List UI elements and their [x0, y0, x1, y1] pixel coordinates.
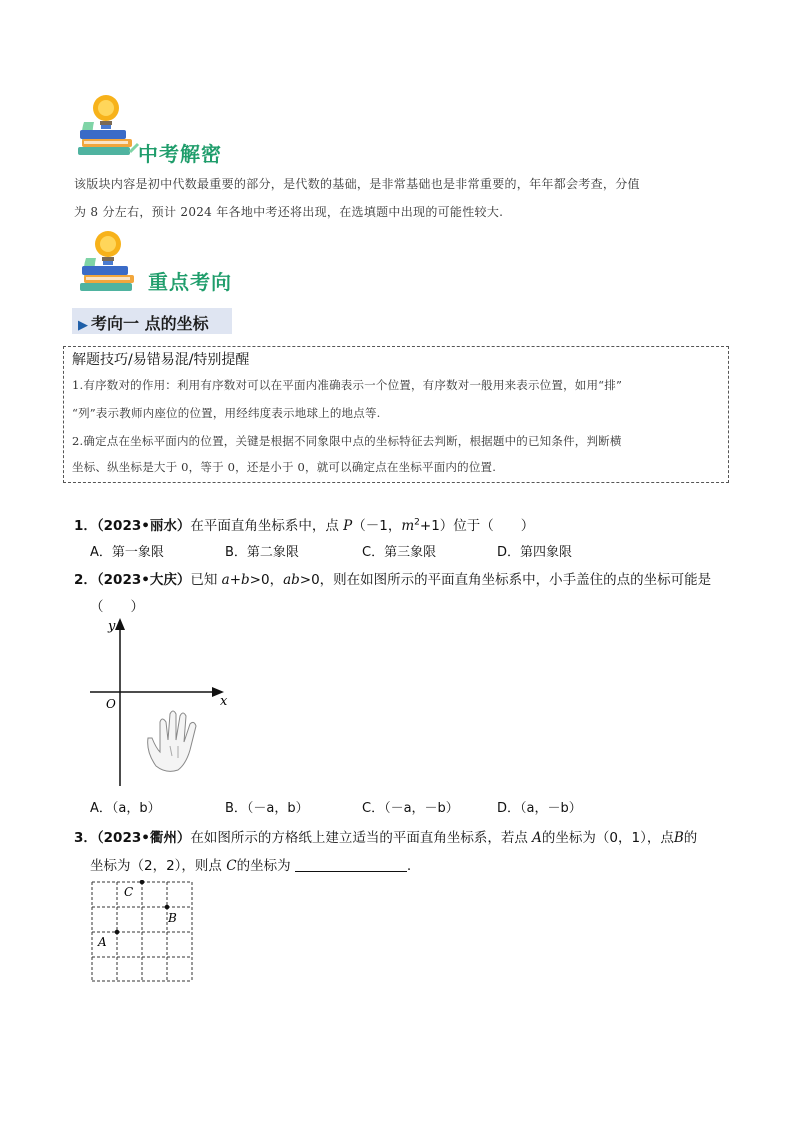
q2-option-a[interactable]: A．（a，b） — [90, 801, 161, 816]
q2-option-b[interactable]: B．（－a，b） — [225, 801, 309, 816]
q1-option-d[interactable]: D．第四象限 — [497, 545, 573, 560]
question-number: 2． — [74, 572, 97, 588]
point-c — [140, 880, 145, 884]
coordinate-plane-diagram — [86, 614, 246, 794]
tips-line-4: 坐标、纵坐标是大于 0，等于 0，还是小于 0，就可以确定点在坐标平面内的位置. — [72, 460, 497, 474]
q1-option-b[interactable]: B．第二象限 — [225, 545, 299, 560]
label-c: C — [124, 885, 134, 899]
hand-icon — [148, 711, 196, 771]
point-a — [115, 930, 120, 935]
question-source: （2023•大庆） — [96, 572, 191, 588]
intro-paragraph — [74, 170, 722, 226]
section-title-zhongkao-jiemi: 中考解密 — [138, 142, 222, 166]
tips-line-3: 2.确定点在坐标平面内的位置，关键是根据不同象限中点的坐标特征去判断，根据题中的已知条件，判断横 — [72, 434, 622, 448]
tips-title: 解题技巧/易错易混/特别提醒 — [72, 352, 250, 368]
q2-option-c[interactable]: C．（－a，－b） — [362, 801, 459, 816]
q1-option-c[interactable]: C．第三象限 — [362, 545, 437, 560]
question-number: 1． — [74, 518, 97, 534]
section-title-zhongdian-kaoxiang: 重点考向 — [148, 270, 232, 294]
dashed-grid-diagram — [90, 880, 194, 984]
x-axis-label: x — [220, 694, 228, 709]
question-3: 3．（2023•衢州）在如图所示的方格纸上建立适当的平面直角坐标系，若点 A的坐标为（0，1），点B的 — [74, 830, 698, 846]
bulb-books-icon — [76, 228, 142, 296]
question-2-paren: （ ） — [90, 599, 144, 615]
y-axis-label: y — [108, 619, 116, 634]
triangle-right-icon: ▶ — [78, 318, 88, 333]
tips-box — [63, 346, 729, 483]
tips-line-1: 1.有序数对的作用：利用有序数对可以在平面内准确表示一个位置，有序数对一般用来表示位置，如用“排” — [72, 378, 623, 392]
intro-line-2: 为 8 分左右，预计 2024 年各地中考还将出现，在选填题中出现的可能性较大. — [74, 205, 504, 219]
bulb-books-icon — [74, 92, 140, 160]
point-b — [165, 905, 170, 910]
intro-line-1: 该版块内容是初中代数最重要的部分，是代数的基础，是非常基础也是非常重要的，年年都会考查，分值 — [74, 177, 640, 191]
answer-blank[interactable] — [295, 857, 407, 872]
question-number: 3． — [74, 830, 97, 846]
q2-option-d[interactable]: D．（a，－b） — [497, 801, 582, 816]
q1-option-a[interactable]: A．第一象限 — [90, 545, 164, 560]
question-3-line-2: 坐标为（2，2），则点 C的坐标为 . — [90, 858, 412, 874]
label-b: B — [168, 911, 177, 925]
direction-bar — [72, 308, 232, 334]
question-1: 1．（2023•丽水）在平面直角坐标系中，点 P（－1，$m^2+1$）位于（ ） — [74, 517, 535, 534]
origin-label: O — [106, 697, 116, 711]
direction-label: 考向一 点的坐标 — [91, 314, 209, 333]
tips-line-2: “列”表示教师内座位的位置，用经纬度表示地球上的地点等. — [72, 406, 381, 420]
question-2: 2．（2023•大庆）已知 a+b>0，ab>0，则在如图所示的平面直角坐标系中，小手盖住的点的坐标可能是 — [74, 572, 712, 588]
question-source: （2023•衢州） — [96, 830, 191, 846]
question-source: （2023•丽水） — [96, 518, 191, 534]
label-a: A — [98, 935, 107, 949]
y-axis-arrow — [115, 618, 125, 630]
